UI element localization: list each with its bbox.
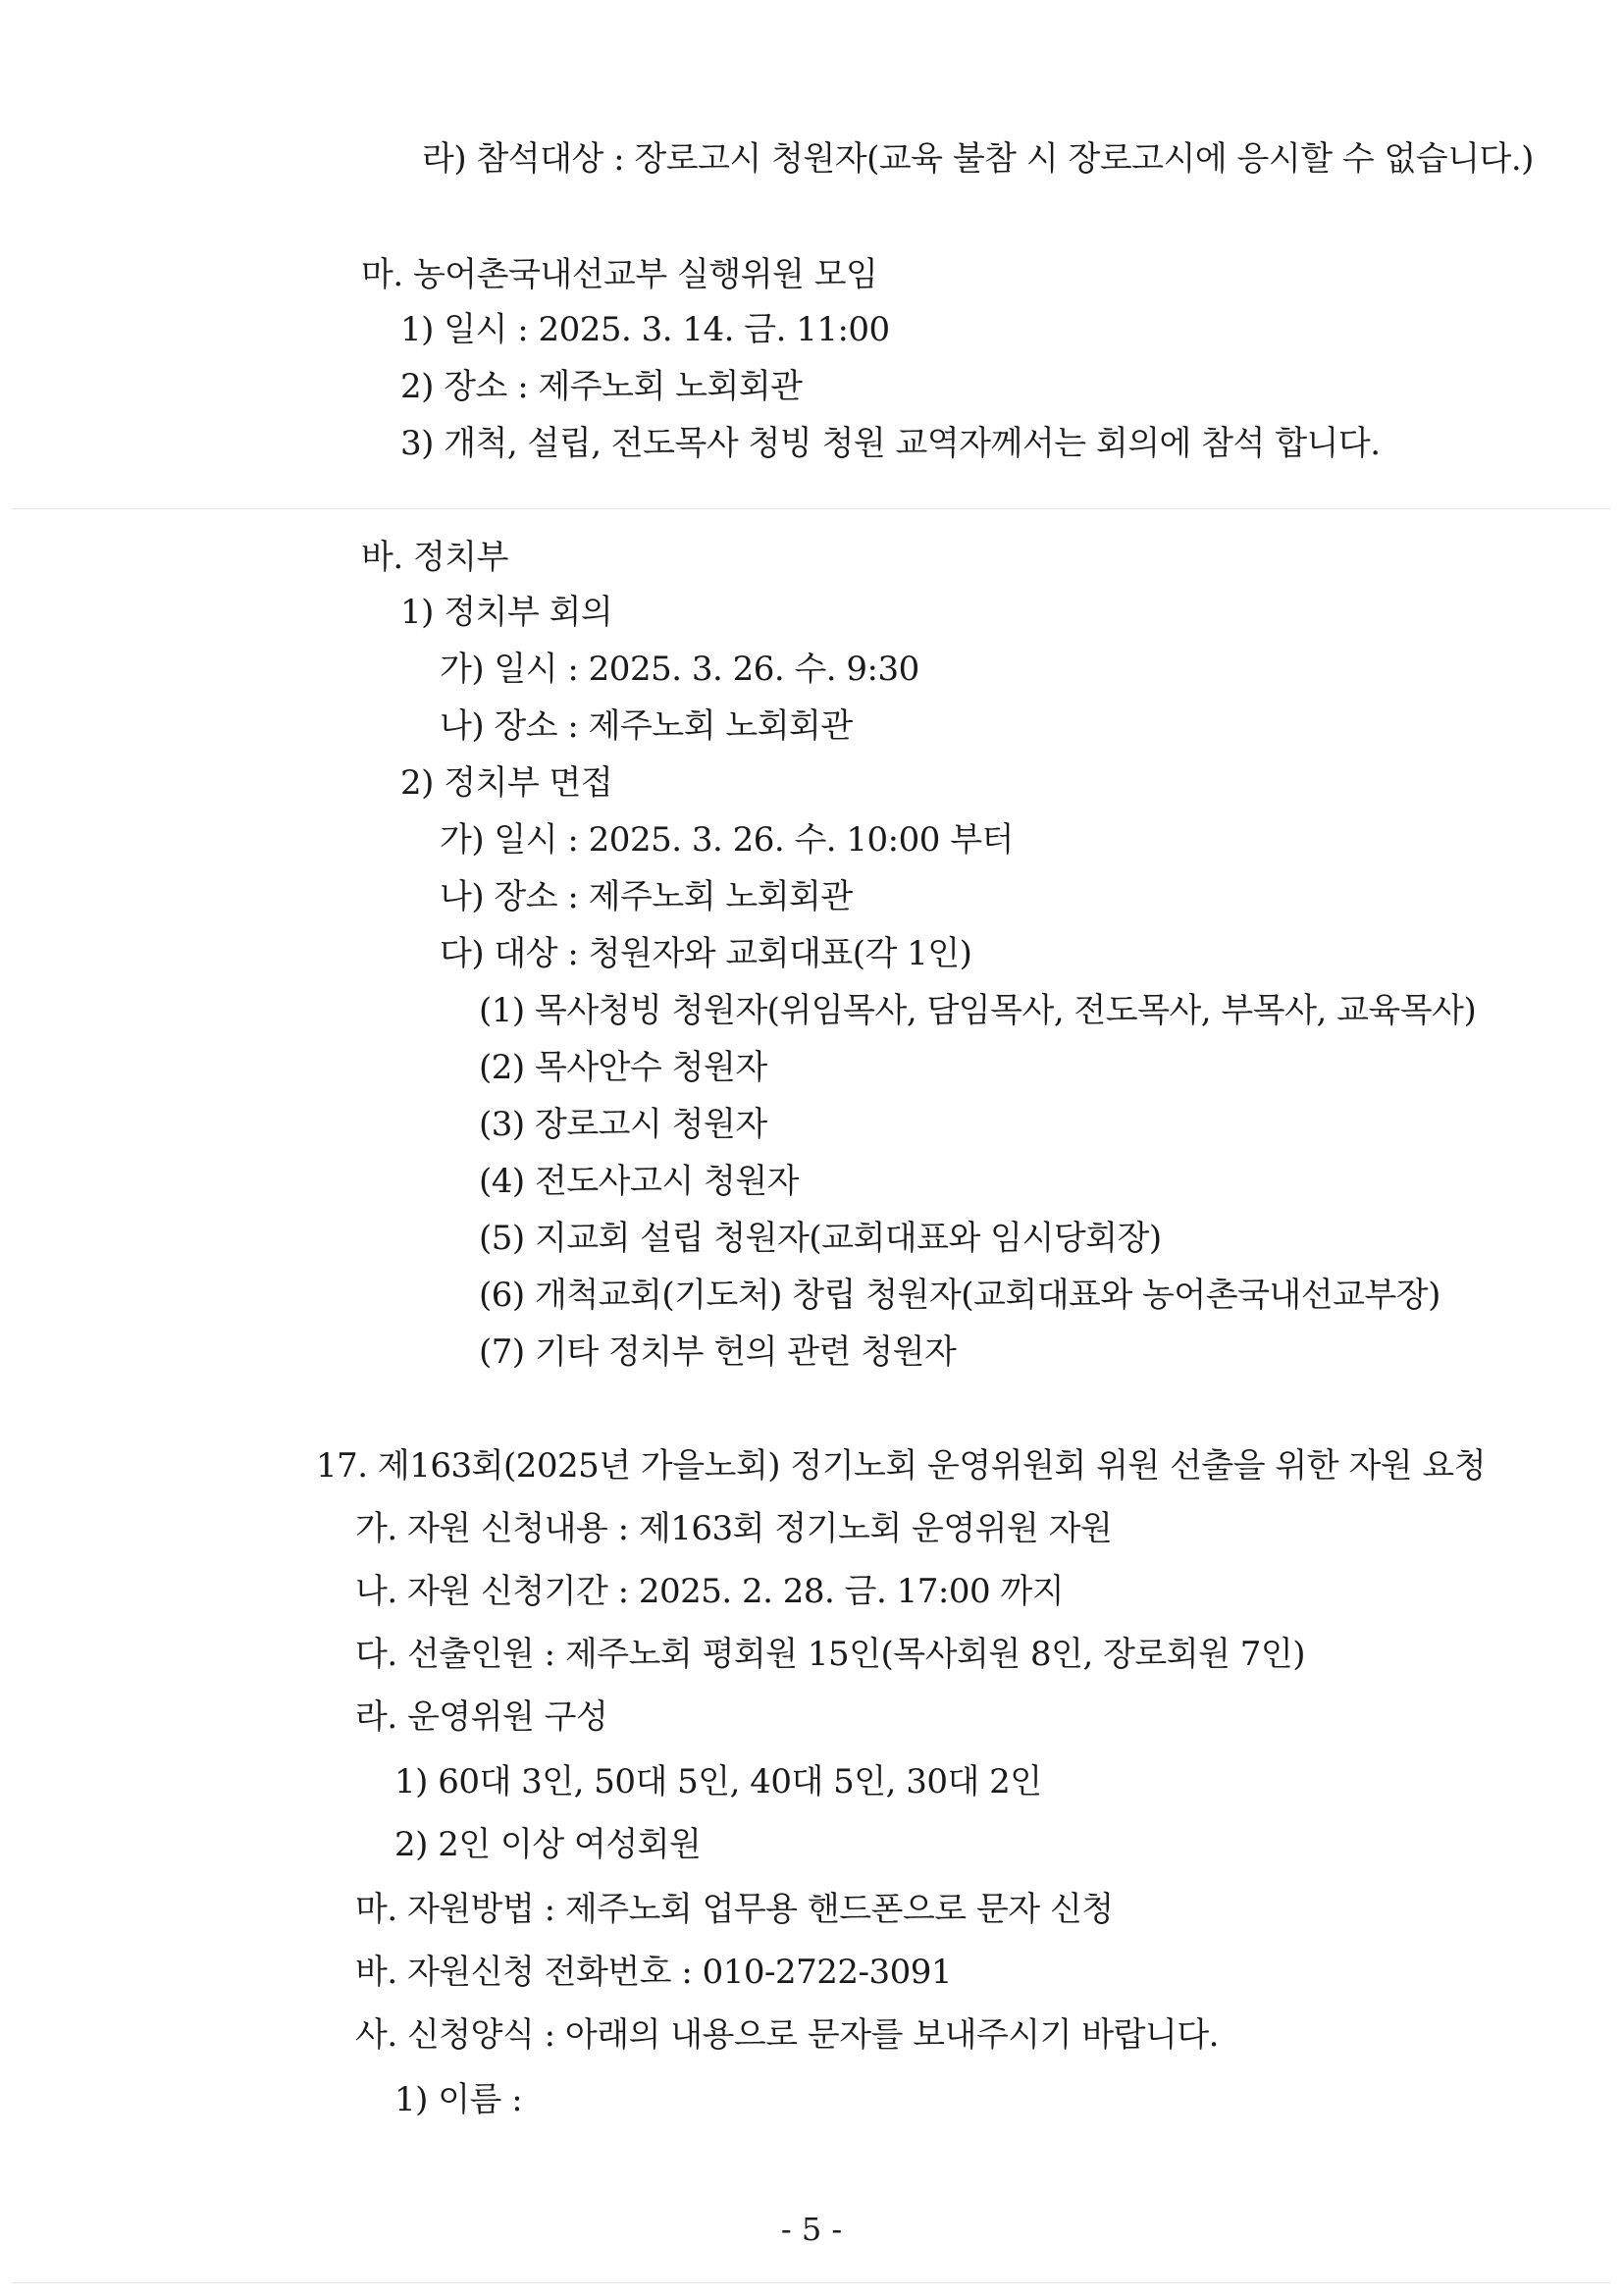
text-line-ra-attendees: 라) 참석대상 : 장로고시 청원자(교육 불참 시 장로고시에 응시할 수 없습니다.) — [422, 139, 1534, 179]
text-line-committee-composition: 라. 운영위원 구성 — [355, 1697, 608, 1737]
text-line-apply-phone: 바. 자원신청 전화번호 : 010-2722-3091 — [355, 1953, 953, 1992]
text-line-interview-date: 가) 일시 : 2025. 3. 26. 수. 10:00 부터 — [440, 820, 1014, 860]
text-line-form-name: 1) 이름 : — [394, 2080, 523, 2119]
scan-bottom-edge — [12, 2282, 1611, 2283]
text-line-selection-count: 다. 선출인원 : 제주노회 평회원 15인(목사회원 8인, 장로회원 7인) — [355, 1635, 1305, 1674]
text-line-politics-meeting: 1) 정치부 회의 — [400, 593, 613, 632]
text-line-rural-note: 3) 개척, 설립, 전도목사 청빙 청원 교역자께서는 회의에 참석 합니다. — [400, 424, 1381, 463]
text-line-meeting-place: 나) 장소 : 제주노회 노회회관 — [440, 706, 853, 746]
text-line-target-5: (5) 지교회 설립 청원자(교회대표와 임시당회장) — [479, 1219, 1162, 1258]
text-line-interview-place: 나) 장소 : 제주노회 노회회관 — [440, 877, 853, 916]
text-line-rural-date: 1) 일시 : 2025. 3. 14. 금. 11:00 — [400, 310, 890, 349]
text-line-apply-method: 마. 자원방법 : 제주노회 업무용 핸드폰으로 문자 신청 — [355, 1890, 1114, 1929]
section-heading-rural-mission: 마. 농어촌국내선교부 실행위원 모임 — [361, 255, 878, 294]
text-line-target-1: (1) 목사청빙 청원자(위임목사, 담임목사, 전도목사, 부목사, 교육목사) — [479, 991, 1477, 1030]
text-line-politics-interview: 2) 정치부 면접 — [400, 763, 613, 803]
scan-divider — [12, 508, 1611, 509]
text-line-meeting-date: 가) 일시 : 2025. 3. 26. 수. 9:30 — [440, 650, 919, 689]
section-heading-politics: 바. 정치부 — [361, 538, 508, 577]
text-line-apply-form: 사. 신청양식 : 아래의 내용으로 문자를 보내주시기 바랍니다. — [355, 2015, 1219, 2055]
text-line-target-6: (6) 개척교회(기도처) 창립 청원자(교회대표와 농어촌국내선교부장) — [479, 1276, 1440, 1315]
text-line-target-4: (4) 전도사고시 청원자 — [479, 1162, 800, 1201]
text-line-target-3: (3) 장로고시 청원자 — [479, 1105, 767, 1144]
text-line-composition-ages: 1) 60대 3인, 50대 5인, 40대 5인, 30대 2인 — [394, 1762, 1042, 1801]
text-line-target-2: (2) 목사안수 청원자 — [479, 1048, 767, 1087]
text-line-apply-period: 나. 자원 신청기간 : 2025. 2. 28. 금. 17:00 까지 — [355, 1572, 1065, 1611]
text-line-rural-place: 2) 장소 : 제주노회 노회회관 — [400, 367, 803, 406]
section-heading-17: 17. 제163회(2025년 가을노회) 정기노회 운영위원회 위원 선출을 위한 자원 요청 — [316, 1446, 1487, 1486]
page-number: - 5 - — [780, 2211, 843, 2248]
text-line-composition-women: 2) 2인 이상 여성회원 — [394, 1825, 702, 1864]
text-line-apply-content: 가. 자원 신청내용 : 제163회 정기노회 운영위원 자원 — [355, 1509, 1113, 1548]
text-line-target-7: (7) 기타 정치부 헌의 관련 청원자 — [479, 1332, 957, 1372]
text-line-interview-target: 다) 대상 : 청원자와 교회대표(각 1인) — [440, 934, 972, 973]
